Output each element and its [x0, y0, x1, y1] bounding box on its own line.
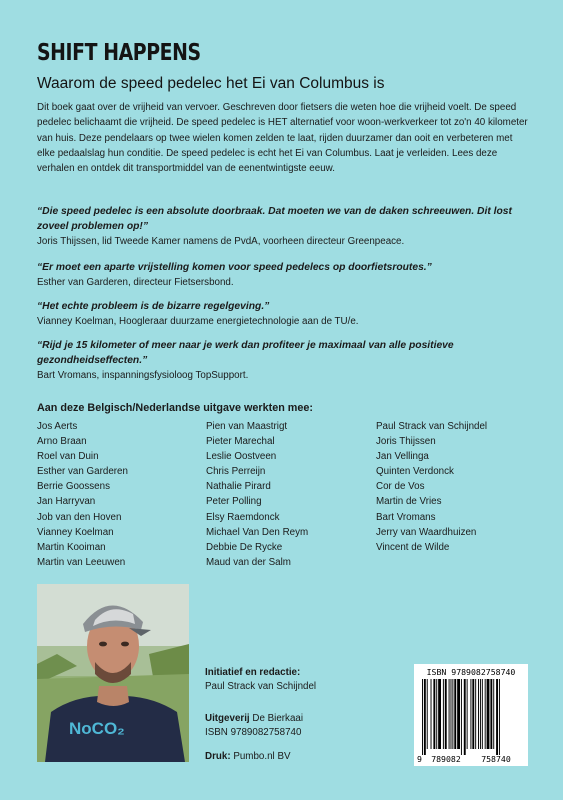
barcode-bar [454, 679, 456, 749]
barcode-bar [449, 679, 450, 749]
intro-paragraph: Dit boek gaat over de vrijheid van vervoer. Geschreven door fietsers die weten hoe die vrijheid voelt. De speed pedelec belichaamt die vrijheid. De speed pedelec is HET alternatief voor woon-werkverkeer tot zo'n 40 kilometer van huis. Deze pendelaars op twee wielen komen zelden te laat, rijden duurzamer dan ooit en verbeteren met elke pedaalslag hun conditie. De speed pedelec is echt het Ei van Columbus. Laat je verleiden. Lees deze verhalen en ontdek dit transportmiddel van de eenentwintigste eeuw. [37, 102, 528, 175]
contributor-name: Leslie Oostveen [206, 451, 277, 463]
isbn-barcode [414, 664, 528, 766]
contributor-name: Martin de Vries [376, 496, 442, 508]
contributor-name: Martin Kooiman [37, 541, 106, 553]
contributor-name: Jan Vellinga [376, 451, 429, 463]
contributor-name: Jan Harryvan [37, 496, 96, 508]
publisher-label: Uitgeverij [205, 713, 250, 724]
initiative-label: Initiatief en redactie: [205, 667, 301, 678]
contributor-name: Cor de Vos [376, 481, 425, 493]
author-photo [37, 584, 189, 762]
contributor-name: Peter Polling [206, 496, 262, 508]
barcode-bar [438, 679, 441, 749]
contributor-name: Pieter Marechal [206, 436, 275, 448]
barcode-bar [499, 679, 500, 755]
contributor-name: Maud van der Salm [206, 556, 291, 568]
credits-initiative [205, 666, 316, 694]
contributor-name: Jerry van Waardhuizen [376, 526, 477, 538]
print-value: Pumbo.nl BV [233, 751, 291, 762]
contributor-name: Vianney Koelman [37, 526, 114, 538]
quote-author: Bart Vromans, inspanningsfysioloog TopSupport. [37, 370, 249, 381]
barcode-bar [433, 679, 435, 749]
barcode-bar [470, 679, 471, 749]
isbn-line: ISBN 9789082758740 [205, 727, 302, 738]
book-title: SHIFT HAPPENS [37, 40, 201, 66]
contributor-name: Esther van Garderen [37, 466, 128, 478]
barcode-digits-right: 758740 [481, 754, 511, 764]
credits-print [205, 750, 291, 764]
quote-text: “Het echte probleem is de bizarre regelgeving.” [37, 301, 270, 312]
barcode-digit-first: 9 [417, 754, 422, 764]
barcode-bar [490, 679, 492, 749]
contributor-name: Debbie De Rycke [206, 541, 283, 553]
barcode-bar [436, 679, 437, 749]
quote-author: Joris Thijssen, lid Tweede Kamer namens de PvdA, voorheen directeur Greenpeace. [37, 236, 405, 247]
barcode-bar [478, 679, 479, 749]
contributor-name: Pien van Maastrigt [206, 421, 288, 432]
credits-publisher [205, 712, 303, 740]
contributor-name: Vincent de Wilde [376, 541, 450, 553]
barcode-bar [457, 679, 460, 749]
contributor-name: Nathalie Pirard [206, 481, 271, 493]
contributor-name: Quinten Verdonck [376, 466, 454, 478]
barcode-bar [472, 679, 474, 749]
quote-text: “Er moet een aparte vrijstelling komen voor speed pedelecs op doorfietsroutes.” [37, 262, 432, 273]
quote-block [37, 299, 533, 329]
quote-text: “Die speed pedelec is een absolute doorbraak. Dat moeten we van de daken schreeuwen. Dit lost zoveel problemen op!” [37, 206, 512, 232]
barcode-bar [445, 679, 447, 749]
quote-author: Vianney Koelman, Hoogleraar duurzame energietechnologie aan de TU/e. [37, 316, 359, 327]
quote-author: Esther van Garderen, directeur Fietsersbond. [37, 277, 234, 288]
barcode-bar [461, 679, 462, 755]
barcode-bar [451, 679, 452, 749]
barcode-bar [422, 679, 423, 755]
barcode-bar [475, 679, 476, 749]
contributor-name: Arno Braan [37, 436, 87, 448]
contributors-column-2 [206, 419, 308, 570]
contributor-name: Paul Strack van Schijndel [376, 421, 488, 432]
barcode-graphic [414, 664, 528, 766]
contributor-name: Elsy Raemdonck [206, 511, 280, 523]
book-subtitle: Waarom de speed pedelec het Ei van Columbus is [37, 75, 385, 92]
contributor-name: Joris Thijssen [376, 436, 436, 448]
barcode-bar [443, 679, 444, 749]
contributor-name: Roel van Duin [37, 451, 99, 463]
quote-text: “Rijd je 15 kilometer of meer naar je werk dan profiteer je maximaal van alle positieve gezondheidseffecten.” [37, 340, 454, 366]
publisher-value: De Bierkaai [252, 713, 304, 724]
shirt-logo: NoCO₂ [69, 719, 125, 738]
quote-block [37, 204, 533, 249]
contributors-heading: Aan deze Belgisch/Nederlandse uitgave werkten mee: [37, 402, 314, 414]
barcode-bar [431, 679, 432, 749]
contributors-column-1 [37, 419, 128, 570]
barcode-bar [496, 679, 498, 755]
barcode-bar [493, 679, 494, 749]
contributor-name: Martin van Leeuwen [37, 556, 126, 568]
contributor-name: Berrie Goossens [37, 481, 110, 493]
barcode-bar [424, 679, 426, 755]
barcode-bar [480, 679, 481, 749]
contributors-column-3 [376, 419, 487, 555]
contributor-name: Bart Vromans [376, 511, 436, 523]
barcode-bar [482, 679, 483, 749]
barcode-top-text: ISBN 9789082758740 [426, 667, 516, 677]
publisher-line [205, 712, 303, 726]
contributor-name: Chris Perreijn [206, 466, 266, 478]
barcode-bars [422, 679, 500, 755]
barcode-bar [487, 679, 490, 749]
quote-block [37, 260, 533, 290]
barcode-bar [464, 679, 466, 755]
barcode-bar [485, 679, 486, 749]
barcode-bar [467, 679, 468, 749]
barcode-bar [427, 679, 428, 749]
contributor-name: Jos Aerts [37, 421, 78, 432]
barcode-bar [452, 679, 453, 749]
barcode-digits-left: 789082 [431, 754, 461, 764]
print-label: Druk: [205, 751, 231, 762]
contributor-name: Job van den Hoven [37, 511, 122, 523]
contributor-name: Michael Van Den Reym [206, 526, 309, 538]
initiative-value: Paul Strack van Schijndel [205, 681, 317, 692]
quote-block [37, 338, 533, 383]
author-portrait [37, 584, 189, 762]
